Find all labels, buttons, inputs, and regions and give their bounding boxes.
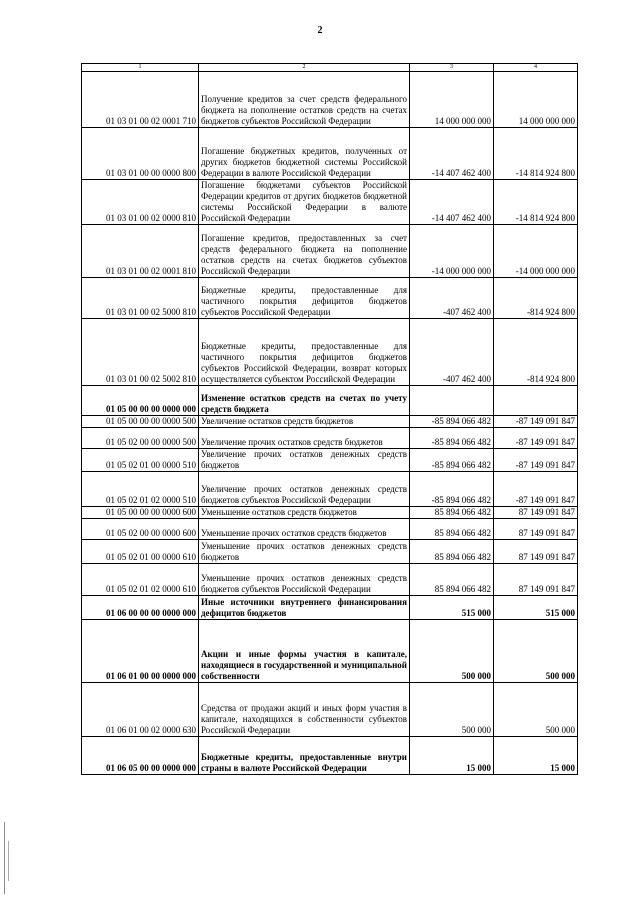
amount-year-1-cell: -85 894 066 482 (410, 472, 494, 507)
header-cell-1: 1 (82, 64, 199, 72)
description-cell: Бюджетные кредиты, предоставленные внутри страны в валюте Российской Федерации (199, 737, 410, 775)
table-row (82, 507, 578, 519)
amount-year-1-cell: -14 000 000 000 (410, 225, 494, 278)
amount-year-1-cell: 515 000 (410, 596, 494, 620)
amount-year-2-cell: 87 149 091 847 (494, 564, 578, 596)
budget-sources-table (81, 63, 578, 775)
table-row (82, 519, 578, 540)
budget-code-cell: 01 05 02 00 00 0000 500 (82, 428, 199, 449)
amount-year-2-cell: 14 000 000 000 (494, 72, 578, 128)
budget-code-cell: 01 03 01 00 02 0000 810 (82, 180, 199, 225)
table-row (82, 449, 578, 472)
table-row (82, 540, 578, 564)
budget-code-cell: 01 03 01 00 02 5000 810 (82, 278, 199, 319)
amount-year-2-cell: -87 149 091 847 (494, 472, 578, 507)
amount-year-1-cell: 15 000 (410, 737, 494, 775)
amount-year-1-cell: -85 894 066 482 (410, 449, 494, 472)
description-cell: Увеличение остатков средств бюджетов (199, 416, 410, 428)
amount-year-2-cell: 87 149 091 847 (494, 519, 578, 540)
table-row (82, 472, 578, 507)
amount-year-2-cell: -14 814 924 800 (494, 128, 578, 180)
budget-code-cell: 01 03 01 00 00 0000 800 (82, 128, 199, 180)
description-cell: Погашение кредитов, предоставленных за счет средств федерального бюджета на пополнение остатков средств на счетах бюджетов субъектов Российской Федерации (199, 225, 410, 278)
amount-year-2-cell: -814 924 800 (494, 319, 578, 386)
amount-year-1-cell: 500 000 (410, 683, 494, 737)
description-cell: Уменьшение прочих остатков средств бюджетов (199, 519, 410, 540)
amount-year-1-cell: 85 894 066 482 (410, 507, 494, 519)
table-row (82, 428, 578, 449)
description-cell: Погашение бюджетных кредитов, полученных от других бюджетов бюджетной системы Российской Федерации в валюте Российской Федерации (199, 128, 410, 180)
budget-code-cell: 01 05 00 00 00 0000 600 (82, 507, 199, 519)
description-cell: Увеличение прочих остатков денежных средств бюджетов (199, 449, 410, 472)
amount-year-2-cell: 15 000 (494, 737, 578, 775)
header-cell-2: 2 (199, 64, 410, 72)
amount-year-1-cell: 14 000 000 000 (410, 72, 494, 128)
amount-year-1-cell: -14 407 462 400 (410, 128, 494, 180)
amount-year-2-cell (494, 386, 578, 416)
amount-year-1-cell: -85 894 066 482 (410, 416, 494, 428)
budget-code-cell: 01 06 00 00 00 0000 000 (82, 596, 199, 620)
amount-year-2-cell: -14 000 000 000 (494, 225, 578, 278)
amount-year-2-cell: -14 814 924 800 (494, 180, 578, 225)
budget-code-cell: 01 05 00 00 00 0000 000 (82, 386, 199, 416)
amount-year-1-cell: 85 894 066 482 (410, 564, 494, 596)
amount-year-2-cell: -87 149 091 847 (494, 416, 578, 428)
budget-code-cell: 01 06 01 00 00 0000 000 (82, 620, 199, 683)
description-cell: Уменьшение остатков средств бюджетов (199, 507, 410, 519)
amount-year-2-cell: -87 149 091 847 (494, 428, 578, 449)
amount-year-1-cell (410, 386, 494, 416)
amount-year-1-cell: -14 407 462 400 (410, 180, 494, 225)
amount-year-1-cell: 500 000 (410, 620, 494, 683)
description-cell: Бюджетные кредиты, предоставленные для частичного покрытия дефицитов бюджетов субъектов Российской Федерации (199, 278, 410, 319)
budget-code-cell: 01 05 02 01 02 0000 510 (82, 472, 199, 507)
budget-code-cell: 01 06 01 00 02 0000 630 (82, 683, 199, 737)
description-cell: Погашение бюджетами субъектов Российской Федерации кредитов от других бюджетов бюджетной системы Российской Федерации в валюте Российской Федерации (199, 180, 410, 225)
budget-code-cell: 01 06 05 00 00 0000 000 (82, 737, 199, 775)
budget-code-cell: 01 05 02 01 02 0000 610 (82, 564, 199, 596)
table-row (82, 683, 578, 737)
amount-year-1-cell: -85 894 066 482 (410, 428, 494, 449)
budget-code-cell: 01 05 02 00 00 0000 600 (82, 519, 199, 540)
amount-year-2-cell: -814 924 800 (494, 278, 578, 319)
scan-edge-mark (4, 822, 5, 894)
page-number: 2 (317, 25, 323, 36)
table-row (82, 225, 578, 278)
budget-code-cell: 01 03 01 00 02 0001 810 (82, 225, 199, 278)
description-cell: Получение кредитов за счет средств федерального бюджета на пополнение остатков средств на счетах бюджетов субъектов Российской Федерации (199, 72, 410, 128)
amount-year-2-cell: 500 000 (494, 620, 578, 683)
table-row (82, 564, 578, 596)
budget-code-cell: 01 03 01 00 02 0001 710 (82, 72, 199, 128)
table-row (82, 180, 578, 225)
table-header-row (82, 64, 578, 72)
header-cell-3: 3 (410, 64, 494, 72)
description-cell: Изменение остатков средств на счетах по учету средств бюджета (199, 386, 410, 416)
table-row (82, 596, 578, 620)
amount-year-2-cell: 87 149 091 847 (494, 507, 578, 519)
header-cell-4: 4 (494, 64, 578, 72)
amount-year-1-cell: -407 462 400 (410, 319, 494, 386)
table-row (82, 386, 578, 416)
amount-year-2-cell: 500 000 (494, 683, 578, 737)
budget-code-cell: 01 03 01 00 02 5002 810 (82, 319, 199, 386)
table-row (82, 737, 578, 775)
budget-code-cell: 01 05 02 01 00 0000 610 (82, 540, 199, 564)
table-row (82, 620, 578, 683)
amount-year-2-cell: 87 149 091 847 (494, 540, 578, 564)
table-row (82, 319, 578, 386)
table-row (82, 128, 578, 180)
description-cell: Увеличение прочих остатков денежных средств бюджетов субъектов Российской Федерации (199, 472, 410, 507)
table-row (82, 278, 578, 319)
amount-year-1-cell: -407 462 400 (410, 278, 494, 319)
description-cell: Иные источники внутреннего финансирования дефицитов бюджетов (199, 596, 410, 620)
description-cell: Акции и иные формы участия в капитале, находящиеся в государственной и муниципальной собственности (199, 620, 410, 683)
amount-year-1-cell: 85 894 066 482 (410, 540, 494, 564)
table-row (82, 72, 578, 128)
description-cell: Бюджетные кредиты, предоставленные для частичного покрытия дефицитов бюджетов субъектов Российской Федерации, возврат которых осуществляется субъектом Российской Федерации (199, 319, 410, 386)
budget-code-cell: 01 05 02 01 00 0000 510 (82, 449, 199, 472)
amount-year-1-cell: 85 894 066 482 (410, 519, 494, 540)
description-cell: Увеличение прочих остатков средств бюджетов (199, 428, 410, 449)
amount-year-2-cell: 515 000 (494, 596, 578, 620)
table-row (82, 416, 578, 428)
description-cell: Средства от продажи акций и иных форм участия в капитале, находящихся в собственности субъектов Российской Федерации (199, 683, 410, 737)
description-cell: Уменьшение прочих остатков денежных средств бюджетов субъектов Российской Федерации (199, 564, 410, 596)
scan-edge-mark (8, 841, 9, 881)
amount-year-2-cell: -87 149 091 847 (494, 449, 578, 472)
description-cell: Уменьшение прочих остатков денежных средств бюджетов (199, 540, 410, 564)
budget-code-cell: 01 05 00 00 00 0000 500 (82, 416, 199, 428)
